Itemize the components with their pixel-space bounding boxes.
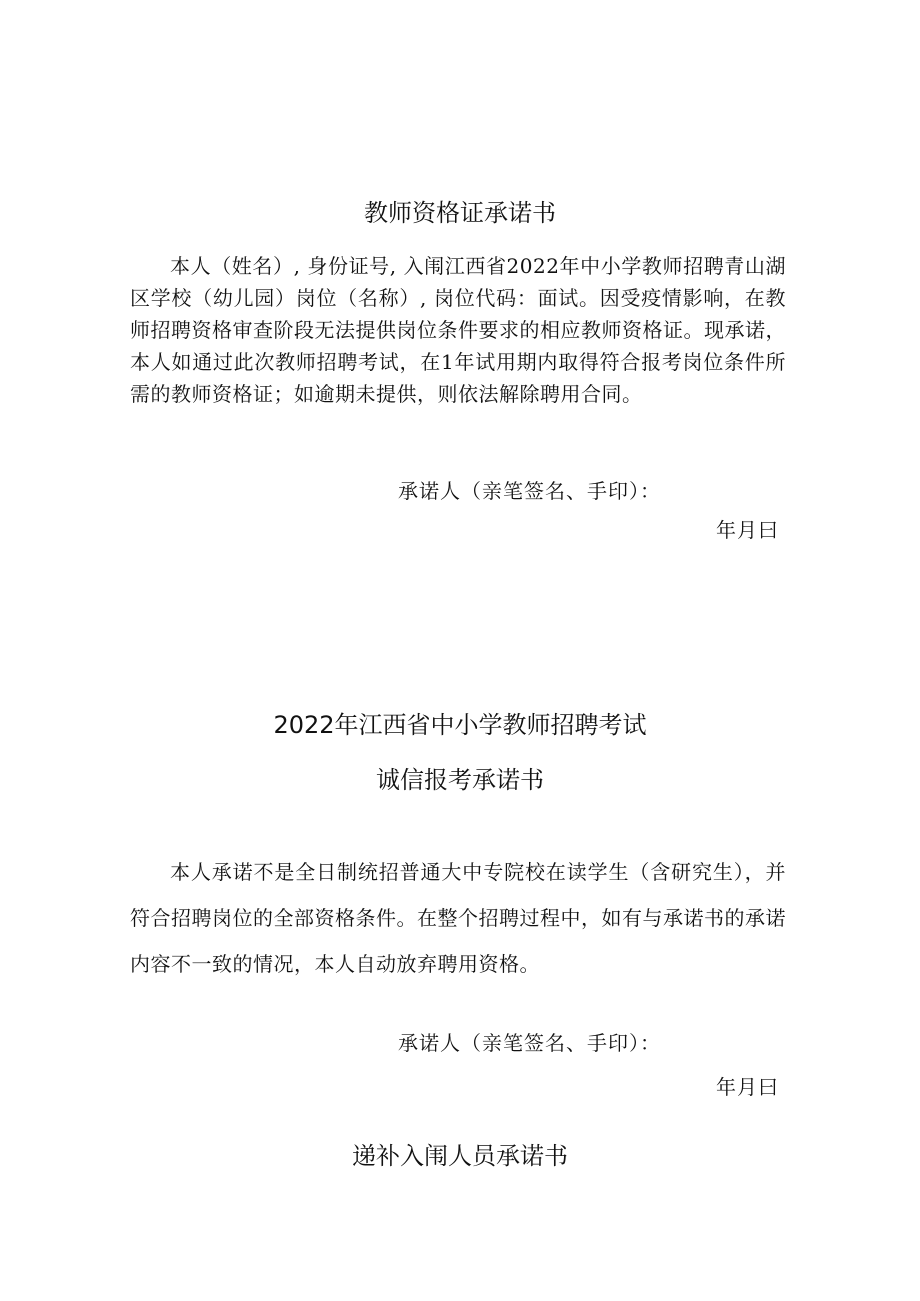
signature-line: 承诺人（亲笔签名、手印）： bbox=[398, 1031, 661, 1055]
signature-line: 承诺人（亲笔签名、手印）： bbox=[398, 479, 661, 503]
date-line: 年月曰 bbox=[716, 1075, 779, 1099]
pledge-title: 2022年江西省中小学教师招聘考试 bbox=[273, 711, 647, 739]
date-line: 年月曰 bbox=[716, 518, 779, 542]
pledge-title: 教师资格证承诺书 bbox=[364, 199, 556, 227]
pledge-body: 本人承诺不是全日制统招普通大中专院校在读学生（含研究生），并符合招聘岗位的全部资格条件。在整个招聘过程中，如有与承诺书的承诺内容不一致的情况，本人自动放弃聘用资格。 bbox=[130, 860, 786, 976]
pledge-subtitle: 诚信报考承诺书 bbox=[376, 766, 544, 794]
pledge-title: 递补入闱人员承诺书 bbox=[352, 1142, 568, 1170]
pledge-body: 本人（姓名）, 身份证号, 入闱江西省2022年中小学教师招聘青山湖区学校（幼儿园）岗位（名称）, 岗位代码：面试。因受疫情影响，在教师招聘资格审查阶段无法提供岗位条件要求的相应教师资格证。现承诺，本人如通过此次教师招聘考试，在1年试用期内取得符合报考岗位条件所需的教师资格证；如逾期未提供，则依法解除聘用合同。 bbox=[130, 254, 786, 406]
